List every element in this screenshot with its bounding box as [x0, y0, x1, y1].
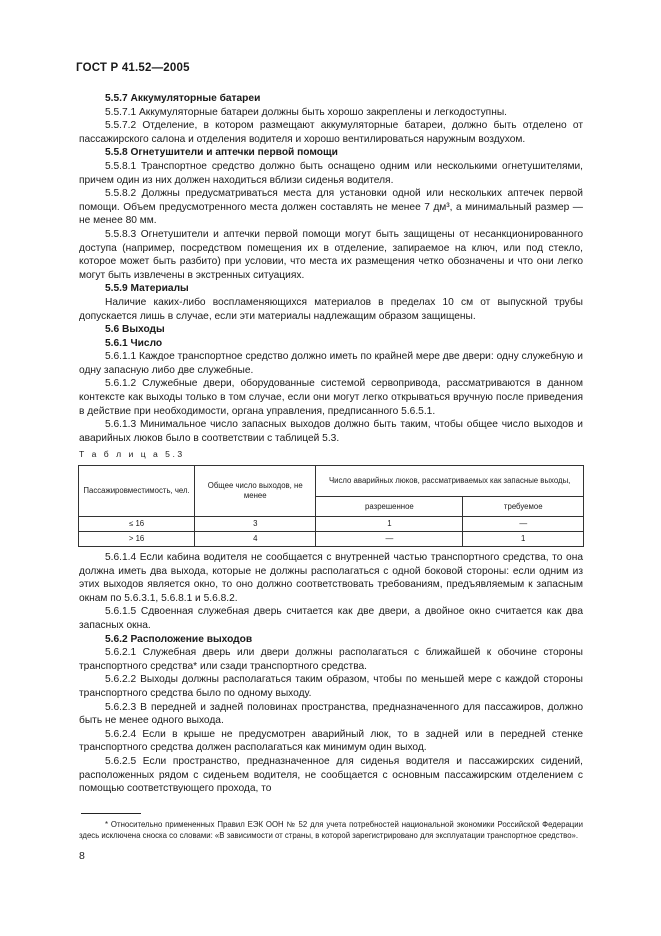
- paragraph: 5.5.7.1 Аккумуляторные батареи должны быть хорошо закреплены и легкодоступны.: [105, 106, 507, 118]
- section-heading: 5.6.1 Число: [105, 337, 163, 349]
- table-header-total-exits: Общее число выходов, не менее: [195, 466, 316, 517]
- document-body: [79, 92, 583, 841]
- table-row: [79, 532, 584, 547]
- table-cell: 3: [195, 517, 316, 532]
- text-section-1: [79, 92, 583, 445]
- table-cell: 1: [316, 517, 463, 532]
- table-cell: —: [316, 532, 463, 547]
- document-header: ГОСТ Р 41.52—2005: [76, 62, 190, 74]
- section-heading: 5.5.9 Материалы: [105, 283, 189, 295]
- table-cell: ≤ 16: [79, 517, 195, 532]
- footnote-divider: [81, 813, 141, 814]
- table-cell: > 16: [79, 532, 195, 547]
- table-subheader-required: требуемое: [463, 497, 584, 517]
- section-heading: 5.5.8 Огнетушители и аптечки первой помощи: [105, 147, 338, 159]
- paragraph: 5.6.1.3 Минимальное число запасных выходов должно быть таким, чтобы общее число выходов и аварийных люков было в соответствии с таблицей 5.3.: [79, 419, 583, 444]
- paragraph: 5.6.2.2 Выходы должны располагаться таким образом, чтобы по меньшей мере с каждой стороны транспортного средства было по одному выходу.: [79, 674, 583, 699]
- paragraph: 5.5.8.2 Должны предусматриваться места для установки одной или нескольких аптечек первой помощи. Объем предусмотренного места должен составлять не менее 7 дм³, а минимальный размер — не менее 80 мм.: [79, 188, 583, 227]
- section-heading: 5.5.7 Аккумуляторные батареи: [105, 93, 261, 104]
- table-subheader-allowed: разрешенное: [316, 497, 463, 517]
- table-header-capacity: Пассажировместимость, чел.: [79, 466, 195, 517]
- paragraph: Наличие каких-либо воспламеняющихся материалов в пределах 10 см от выпускной трубы допускается лишь в случае, если эти материалы надлежащим образом защищены.: [79, 296, 583, 322]
- text-section-2: [79, 551, 583, 796]
- paragraph: 5.6.2.5 Если пространство, предназначенное для сиденья водителя и пассажирских сидений, расположенных рядом с сиденьем водителя, не сообщается с основным пассажирским отделением с помощью соответствующего прохода, то: [79, 755, 583, 795]
- section-heading: 5.6 Выходы: [105, 324, 165, 336]
- paragraph: 5.6.1.5 Сдвоенная служебная дверь считается как две двери, а двойное окно считается как два запасных окна.: [79, 606, 583, 631]
- table-cell: —: [463, 517, 584, 532]
- paragraph: 5.6.1.1 Каждое транспортное средство должно иметь по крайней мере две двери: одну служебную и одну запасную либо две служебные.: [79, 351, 583, 376]
- paragraph: 5.6.1.2 Служебные двери, оборудованные системой сервопривода, рассматриваются в данном контексте как выходы только в том случае, если они могут легко открываться вручную после приведения в действие при необходимости, органа управления, предписанного 5.6.5.1.: [79, 378, 583, 417]
- paragraph: 5.5.8.1 Транспортное средство должно быть оснащено одним или несколькими огнетушителями, причем один из них должен находиться вблизи сиденья водителя.: [79, 160, 583, 186]
- table-cell: 4: [195, 532, 316, 547]
- paragraph: 5.6.2.1 Служебная дверь или двери должны располагаться с ближайшей к обочине стороны транспортного средства* или сзади транспортного средства.: [79, 647, 583, 672]
- paragraph: 5.6.2.4 Если в крыше не предусмотрен аварийный люк, то в задней или в передней стенке транспортного средства должен располагаться как минимум один выход.: [79, 728, 583, 754]
- paragraph: 5.6.1.4 Если кабина водителя не сообщается с внутренней частью транспортного средства, то она должна иметь два выхода, которые не должны располагаться с одной боковой стороны: если одним из этих выходов является окно, то оно должно соответствовать требованиям, предъявляемым к запасным окнам по 5.6.3.1, 5.6.8.1 и 5.6.8.2.: [79, 552, 583, 604]
- footnote: * Относительно примененных Правил ЕЭК ООН № 52 для учета потребностей национальной экономики Российской Федерации здесь исключена сноска со словами: «В зависимости от страны, в которой зарегистрировано для эксплуатации транспортное средство».: [79, 819, 583, 840]
- exits-table: [78, 465, 584, 547]
- paragraph: 5.6.2.3 В передней и задней половинах пространства, предназначенного для пассажиров, должно быть не менее одного выхода.: [79, 701, 583, 727]
- paragraph: 5.5.7.2 Отделение, в котором размещают аккумуляторные батареи, должно быть отделено от пассажирского салона и отделения водителя и хорошо вентилироваться наружным воздухом.: [79, 120, 583, 145]
- paragraph: 5.5.8.3 Огнетушители и аптечки первой помощи могут быть защищены от несанкционированного доступа (например, посредством помещения их в отделение, запираемое на ключ, или под стекло, которое может быть разбито) при условии, что места их размещения четко обозначены и что они легко могут быть извлечены в экстренных ситуациях.: [79, 228, 583, 281]
- table-row: [79, 517, 584, 532]
- table-caption: Т а б л и ц а 5.3: [79, 449, 185, 460]
- section-heading: 5.6.2 Расположение выходов: [105, 633, 253, 645]
- table-header-hatches: Число аварийных люков, рассматриваемых как запасные выходы,: [316, 466, 584, 497]
- table-cell: 1: [463, 532, 584, 547]
- page-number: 8: [79, 850, 85, 862]
